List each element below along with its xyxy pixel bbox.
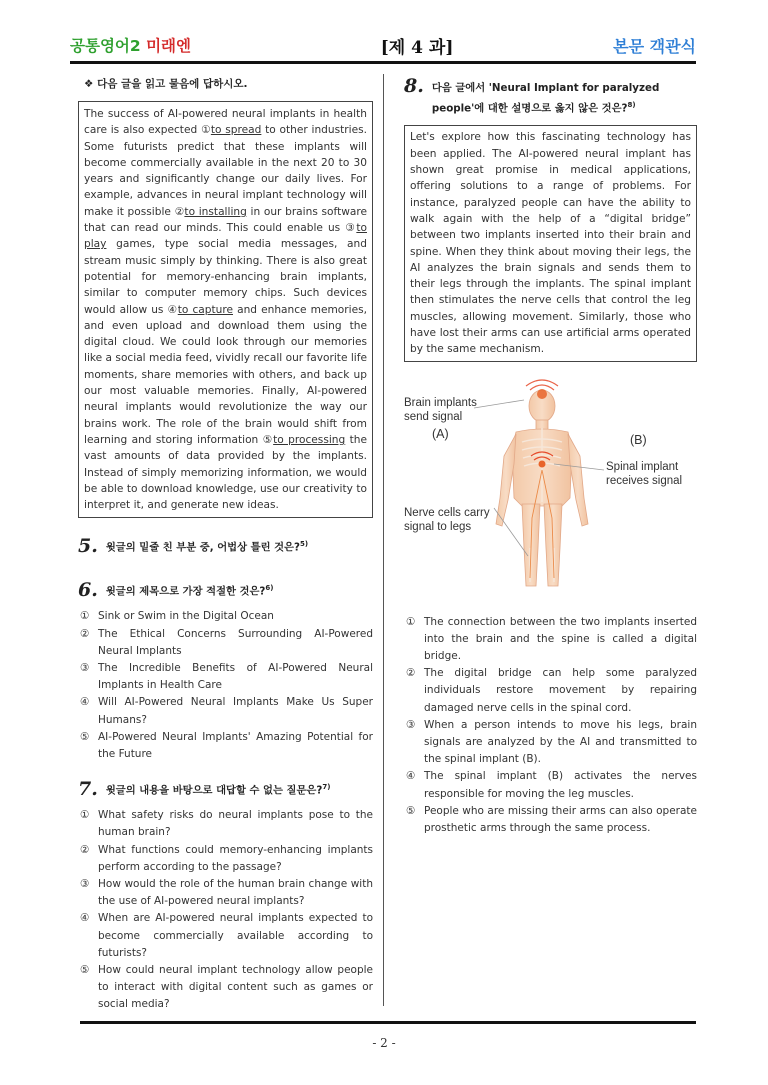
question-text	[106, 581, 274, 600]
option-text: The connection between the two implants inserted into the brain and the spine is called a digital bridge.	[424, 615, 697, 662]
answer-option[interactable]	[78, 910, 373, 962]
question-5	[78, 536, 373, 556]
question-stem: 윗글의 제목으로 가장 적절한 것은?	[105, 585, 266, 598]
brain-signal-icon	[526, 380, 558, 399]
option-mark: ①	[406, 615, 416, 628]
option-text: When a person intends to move his legs, brain signals are analyzed by the AI and transmitted to the spinal implant (B).	[424, 718, 697, 766]
question-number: 7.	[78, 778, 98, 801]
answer-option[interactable]	[404, 717, 697, 769]
figure-label-nerve-line2: signal to legs	[404, 520, 472, 533]
passage-text: games, type social media messages, and stream music simply by thinking. There is also great potential for memory-enhancing brain implants, similar to computer memory chips. Such devices would allow us ④	[84, 238, 367, 316]
question-6	[78, 580, 373, 600]
reading-passage	[78, 101, 373, 518]
footnote-ref: 6)	[265, 584, 274, 592]
answer-option[interactable]	[78, 876, 373, 910]
option-text: How could neural implant technology allow people to interact with digital content such as games or social media?	[98, 964, 373, 1011]
option-text: The spinal implant (B) activates the nerves responsible for moving the leg muscles.	[424, 770, 697, 800]
option-mark: ④	[80, 912, 90, 925]
option-mark: ③	[80, 662, 90, 675]
section-label: 본문 객관식	[613, 36, 696, 56]
subject-part1: 공통영어2	[70, 37, 147, 55]
answer-option[interactable]	[78, 842, 373, 876]
question-number: 8.	[404, 75, 424, 97]
answer-option[interactable]	[404, 768, 697, 802]
q8-options	[404, 614, 697, 838]
passage-text: and enhance memories, and even upload and download them using the digital cloud. We could look through our memories like a social media feed, vividly recall our favorite life moments, share memories with others, and back up our most valuable memories. Finally, AI-powered neural implants would revolutionize the way our brains work. The role of the brain would shift from learning and storing information ⑤	[84, 303, 367, 446]
option-mark: ②	[406, 667, 416, 680]
answer-option[interactable]	[404, 803, 697, 837]
figure-label-a: (A)	[432, 426, 449, 441]
figure-label-spinal-line1: Spinal implant	[606, 460, 679, 473]
underlined-phrase: to play	[84, 222, 367, 251]
option-text: How would the role of the human brain change with the use of AI-powered neural implants?	[98, 878, 373, 908]
page-header	[70, 30, 696, 60]
page-number: - 2 -	[372, 1036, 396, 1050]
passage-text: to other industries. Some futurists predict that these implants will become commercially available in the next 20 to 30 years and significantly change our daily lives. For example, advances in neural implant technology will make it possible ②	[84, 124, 367, 218]
option-mark: ④	[80, 696, 90, 709]
answer-option[interactable]	[78, 608, 373, 625]
option-text: The Ethical Concerns Surrounding AI-Powered Neural Implants	[98, 627, 373, 657]
question-number: 5.	[78, 535, 98, 558]
figure-label-brain-line2: send signal	[404, 410, 463, 423]
question-text	[106, 537, 308, 556]
option-mark: ⑤	[80, 730, 90, 743]
figure-label-b: (B)	[630, 432, 647, 447]
subject-part2: 미래엔	[146, 37, 191, 55]
option-text: AI-Powered Neural Implants' Amazing Potential for the Future	[98, 730, 373, 761]
underlined-phrase: to capture	[177, 303, 233, 316]
lesson-label: [제 4 과]	[380, 37, 454, 58]
option-text: When are AI-powered neural implants expected to become commercially available according to futurists?	[98, 912, 373, 959]
option-mark: ③	[80, 878, 90, 891]
footnote-ref: 8)	[627, 101, 636, 109]
option-text: Will AI-Powered Neural Implants Make Us Super Humans?	[98, 696, 373, 726]
passage-text: in our brains software that can read our minds. This could enable us ③	[84, 205, 368, 235]
option-mark: ②	[80, 843, 90, 856]
answer-option[interactable]	[78, 626, 373, 660]
figure-label-brain-line1: Brain implants	[404, 396, 477, 409]
underlined-phrase: to spread	[210, 124, 262, 137]
answer-option[interactable]	[78, 729, 373, 763]
answer-option[interactable]	[404, 614, 697, 666]
q6-options	[78, 608, 373, 763]
option-mark: ②	[80, 627, 90, 640]
footer-rule	[80, 1021, 696, 1024]
q7-options	[78, 807, 373, 1013]
passage-text: The success of AI-powered neural implants in health care is also expected ①	[84, 108, 367, 137]
human-body-illustration	[404, 378, 697, 600]
brain-callout-line	[474, 400, 524, 408]
option-text: The Incredible Benefits of AI-Powered Neural Implants in Health Care	[98, 662, 373, 692]
option-text: People who are missing their arms can also operate prosthetic arms through the same process.	[424, 804, 697, 835]
column-separator	[383, 74, 384, 1006]
answer-option[interactable]	[78, 962, 373, 1014]
left-column	[78, 74, 373, 1014]
question-number: 6.	[78, 579, 98, 602]
question-7	[78, 779, 373, 799]
option-mark: ④	[406, 770, 416, 783]
header-rule	[70, 61, 696, 64]
option-text: The digital bridge can help some paralyzed individuals restore movement by repairing damaged nerve cells in the spinal cord.	[424, 667, 697, 714]
question-stem: 윗글의 내용을 바탕으로 대답할 수 없는 질문은?	[105, 784, 323, 797]
question-text	[106, 780, 331, 799]
question-8	[404, 76, 697, 119]
question-stem: 윗글의 밑줄 친 부분 중, 어법상 틀린 것은?	[105, 541, 300, 554]
figure-label-nerve-line1: Nerve cells carry	[404, 506, 490, 519]
option-mark: ①	[80, 809, 90, 822]
option-text: What safety risks do neural implants pose to the human brain?	[98, 809, 373, 839]
answer-option[interactable]	[404, 665, 697, 717]
option-text: What functions could memory-enhancing implants perform according to the passage?	[98, 843, 373, 873]
body-implant-figure	[404, 378, 697, 600]
option-mark: ⑤	[80, 964, 90, 977]
figure-label-spinal-line2: receives signal	[606, 474, 683, 487]
underlined-phrase: to processing	[273, 433, 346, 446]
answer-option[interactable]	[78, 660, 373, 694]
option-mark: ⑤	[406, 804, 416, 817]
passage-text: the vast amounts of data provided by the implants. Instead of simply memorizing information, we would be able to download knowledge, use our creativity to interpret it, and generate new ideas.	[84, 433, 367, 512]
underlined-phrase: to installing	[184, 205, 247, 218]
question-stem: 다음 글에서 'Neural Implant for paralyzed people'에 대한 설명으로 옳지 않은 것은?	[431, 82, 660, 115]
option-text: Sink or Swim in the Digital Ocean	[98, 610, 274, 623]
instruction: ❖ 다음 글을 읽고 물음에 답하시오.	[84, 78, 248, 90]
subject-title	[70, 34, 191, 56]
question-text	[432, 76, 697, 119]
answer-option[interactable]	[78, 807, 373, 841]
answer-option[interactable]	[78, 694, 373, 728]
reading-passage-q8: Let's explore how this fascinating technology has been applied. The AI-powered neural implant has shown great promise in medical applications, offering solutions to a range of problems. For instance, paralyzed people can have the ability to walk again with the help of a “digital bridge” between two implants inserted into their brain and spine. When they think about moving their legs, the AI analyzes the brain signals and sends them to their legs through the implants. The spinal implant then stimulates the nerve cells that control the leg muscles, allowing movement. Similarly, those who have lost their arms can use artificial arms operated by the same mechanism.	[404, 125, 697, 361]
option-mark: ③	[406, 718, 416, 731]
footnote-ref: 7)	[322, 782, 331, 791]
right-column	[404, 74, 697, 837]
footnote-ref: 5)	[299, 540, 309, 548]
option-mark: ①	[80, 610, 90, 623]
